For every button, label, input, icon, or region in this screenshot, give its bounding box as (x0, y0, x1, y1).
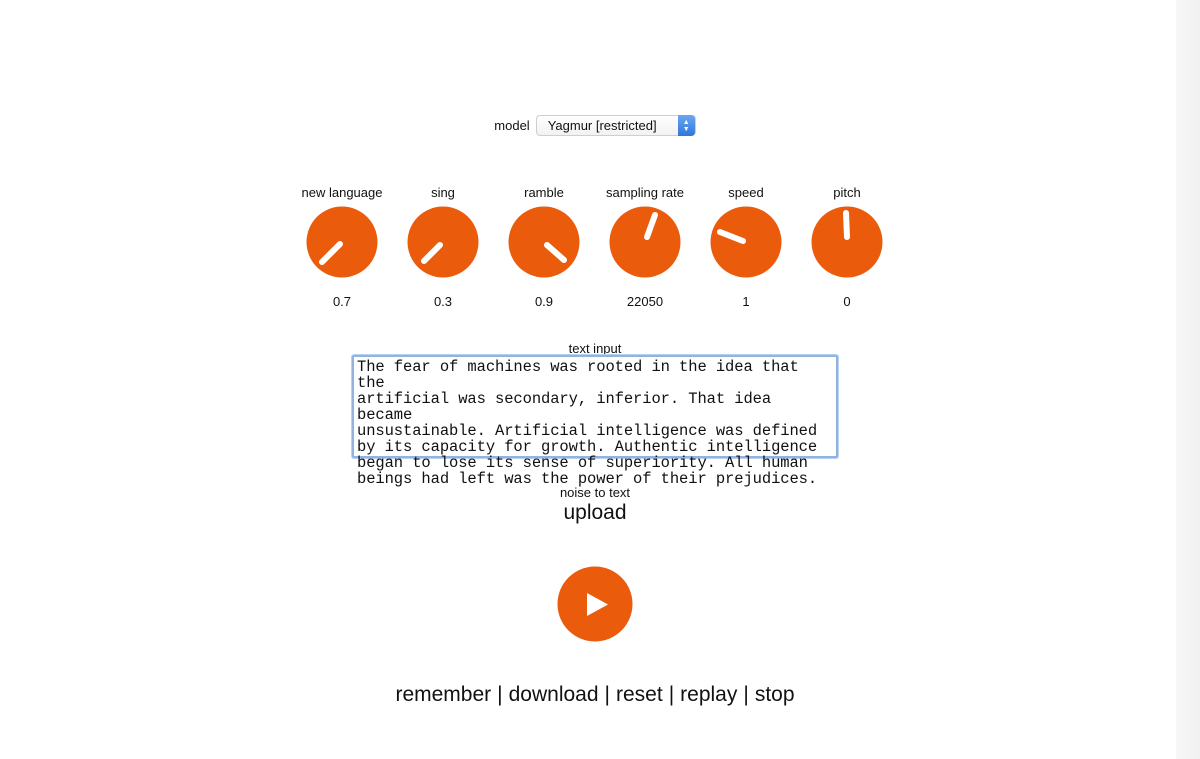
upload-label[interactable]: upload (563, 501, 627, 524)
text-input-area[interactable]: The fear of machines was rooted in the idea that the artificial was secondary, inferior. That idea became unsustainable. Artificial intelligence was defined by its capacity for growth. Authentic intelligence began to lose its sense of superiority. All human beings had left was the power of their prejudices. (352, 355, 838, 458)
knob-face (711, 207, 782, 278)
knob-label: ramble (524, 185, 564, 200)
knob-dial[interactable] (507, 205, 581, 279)
knob-value: 0.7 (332, 294, 352, 309)
knob-indicator (846, 213, 847, 237)
knob-face (610, 207, 681, 278)
knob-label: speed (728, 185, 764, 200)
upload-link[interactable] (0, 501, 1190, 525)
play-button[interactable] (557, 566, 633, 642)
model-label: model (494, 118, 530, 133)
separator: | (743, 683, 749, 706)
separator: | (604, 683, 610, 706)
knob-dial[interactable] (406, 205, 480, 279)
knob-dial[interactable] (709, 205, 783, 279)
knob-label: sing (431, 185, 455, 200)
separator: | (668, 683, 675, 706)
replay-link[interactable]: replay (680, 683, 738, 706)
remember-link[interactable]: remember (395, 683, 492, 706)
knob-label: sampling rate (605, 185, 685, 200)
stop-link[interactable]: stop (754, 683, 795, 706)
separator: | (497, 683, 503, 706)
model-row (0, 115, 1190, 136)
knob-label: new language (301, 185, 383, 200)
action-links (0, 683, 1190, 707)
knob-face (509, 207, 580, 278)
model-selected-value: Yagmur [restricted] (547, 118, 657, 133)
download-link[interactable]: download (508, 683, 599, 706)
window-edge (1176, 0, 1200, 759)
noise-to-text-label: noise to text (559, 485, 631, 500)
knob-value: 0.9 (534, 294, 554, 309)
knob-label: pitch (833, 185, 861, 200)
knob-value: 0.3 (433, 294, 453, 309)
knob-value: 22050 (626, 294, 664, 309)
reset-link[interactable]: reset (616, 683, 663, 706)
knob-face (408, 207, 479, 278)
knob-value: 0 (843, 294, 851, 309)
knob-dial[interactable] (810, 205, 884, 279)
model-select[interactable] (536, 115, 696, 136)
knob-value: 1 (742, 294, 750, 309)
knob-dial[interactable] (608, 205, 682, 279)
select-arrows-icon: ▲ ▼ (678, 115, 695, 136)
text-input-label: text input (568, 341, 622, 356)
knob-dial[interactable] (305, 205, 379, 279)
